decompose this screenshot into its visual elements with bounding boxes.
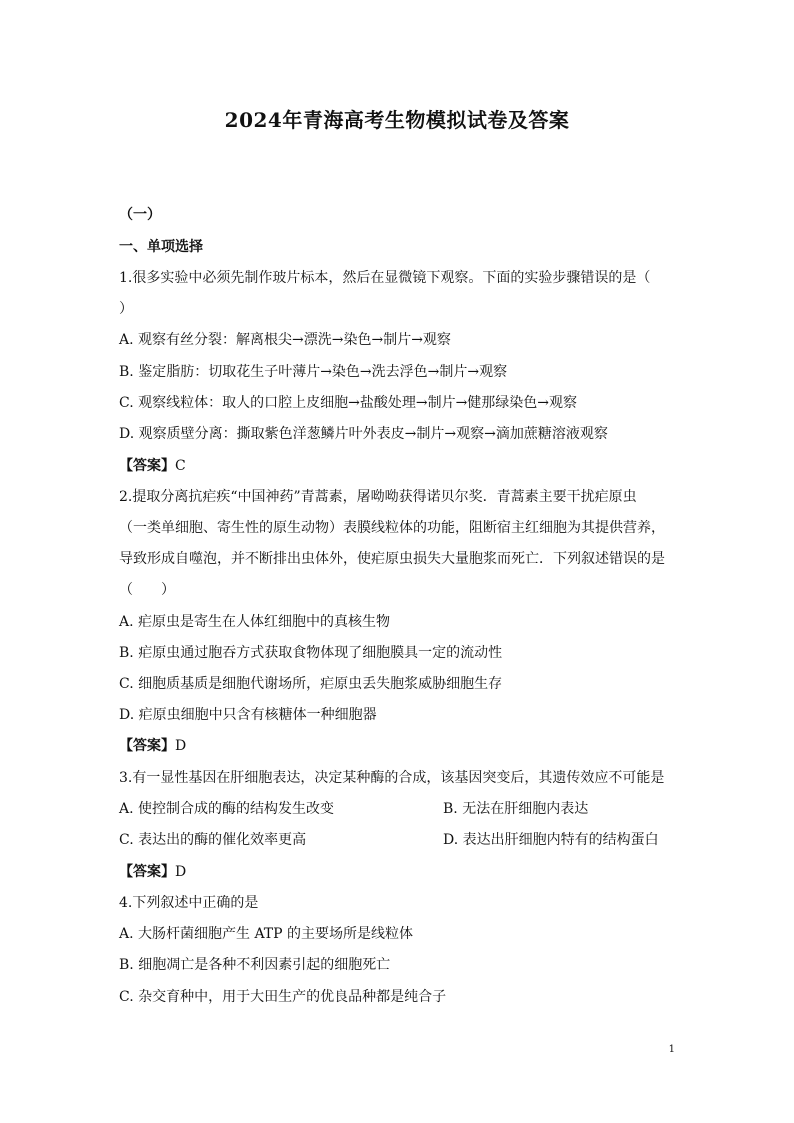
option-d: D. 疟原虫细胞中只含有核糖体一种细胞器	[119, 707, 377, 723]
option-a: A. 使控制合成的酶的结构发生改变	[119, 801, 335, 817]
answer-value: C	[175, 458, 186, 474]
question-stem-line: ）	[119, 301, 133, 317]
option-a: A. 疟原虫是寄生在人体红细胞中的真核生物	[119, 614, 391, 630]
answer-label: 【答案】	[119, 738, 175, 754]
question-stem-line: 1.很多实验中必须先制作玻片标本，然后在显微镜下观察。下面的实验步骤错误的是（	[119, 270, 651, 286]
page-title: 2024年青海高考生物模拟试卷及答案	[224, 108, 570, 132]
answer-line	[119, 862, 186, 882]
option-c: C. 杂交育种中，用于大田生产的优良品种都是纯合子	[119, 989, 447, 1005]
section-marker: （一）	[119, 207, 161, 223]
option-c: C. 表达出的酶的催化效率更高	[119, 832, 307, 848]
question-stem-line: （一类单细胞、寄生性的原生动物）表膜线粒体的功能，阻断宿主红细胞为其提供营养，	[119, 520, 665, 536]
answer-line	[119, 736, 186, 756]
option-b: B. 鉴定脂肪：切取花生子叶薄片→染色→洗去浮色→制片→观察	[119, 364, 508, 380]
option-a: A. 大肠杆菌细胞产生 ATP 的主要场所是线粒体	[119, 926, 414, 942]
question-stem-line: 导致形成自噬泡，并不断排出虫体外，使疟原虫损失大量胞浆而死亡．下列叙述错误的是	[119, 551, 665, 567]
answer-label: 【答案】	[119, 458, 175, 474]
question-stem-line: 4.下列叙述中正确的是	[119, 895, 259, 911]
option-a: A. 观察有丝分裂：解离根尖→漂洗→染色→制片→观察	[119, 332, 451, 348]
question-stem-line: 3.有一显性基因在肝细胞表达，决定某种酶的合成，该基因突变后，其遗传效应不可能是	[119, 770, 665, 786]
answer-label: 【答案】	[119, 864, 175, 880]
option-c: C. 观察线粒体：取人的口腔上皮细胞→盐酸处理→制片→健那绿染色→观察	[119, 395, 578, 411]
question-stem-line: （ ）	[119, 582, 175, 598]
option-d: D. 表达出肝细胞内特有的结构蛋白	[443, 832, 659, 848]
page-number: 1	[668, 1044, 675, 1055]
section-heading: 一、单项选择	[119, 239, 203, 255]
answer-line	[119, 456, 186, 476]
option-b: B. 细胞凋亡是各种不利因素引起的细胞死亡	[119, 957, 391, 973]
option-d: D. 观察质壁分离：撕取紫色洋葱鳞片叶外表皮→制片→观察→滴加蔗糖溶液观察	[119, 426, 608, 442]
answer-value: D	[175, 738, 187, 754]
option-b: B. 无法在肝细胞内表达	[443, 801, 589, 817]
question-stem-line: 2.提取分离抗疟疾“中国神药”青蒿素，屠呦呦获得诺贝尔奖．青蒿素主要干扰疟原虫	[119, 489, 637, 505]
answer-value: D	[175, 864, 187, 880]
option-c: C. 细胞质基质是细胞代谢场所，疟原虫丢失胞浆威胁细胞生存	[119, 676, 503, 692]
option-b: B. 疟原虫通过胞吞方式获取食物体现了细胞膜具一定的流动性	[119, 645, 503, 661]
